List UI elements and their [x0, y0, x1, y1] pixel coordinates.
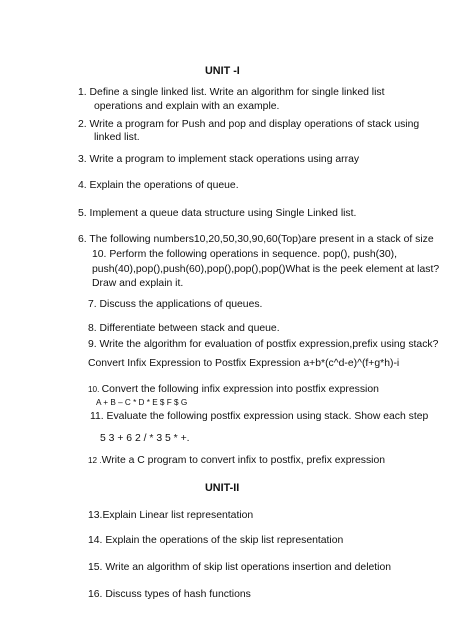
question-14: 14. Explain the operations of the skip list representation	[88, 535, 344, 546]
question-12	[88, 454, 385, 467]
question-7: 7. Discuss the applications of queues.	[88, 299, 263, 310]
question-4: 4. Explain the operations of queue.	[78, 180, 239, 191]
unit-2-heading: UNIT-II	[205, 482, 240, 494]
question-2-line-1: 2. Write a program for Push and pop and display operations of stack using	[78, 119, 420, 130]
question-2-line-2: linked list.	[94, 132, 140, 143]
question-8: 8. Differentiate between stack and queue.	[88, 323, 280, 334]
question-9b: Convert Infix Expression to Postfix Expression a+b*(c^d-e)^(f+g*h)-i	[88, 358, 400, 369]
question-1-line-1: 1. Define a single linked list. Write an algorithm for single linked list	[78, 87, 385, 98]
question-1-line-2: operations and explain with an example.	[94, 101, 280, 112]
unit-1-heading: UNIT -I	[205, 65, 240, 77]
question-11-expression: 5 3 + 6 2 / * 3 5 * +.	[100, 433, 190, 444]
question-10b-number: 10.	[88, 385, 102, 394]
question-11: 11. Evaluate the following postfix expression using stack. Show each step	[90, 411, 429, 422]
question-6: 6. The following numbers10,20,50,30,90,60(Top)are present in a stack of size	[78, 234, 434, 245]
question-10b-text: Convert the following infix expression into postfix expression	[101, 384, 379, 395]
question-10b	[88, 383, 379, 396]
question-12-text: Write a C program to convert infix to postfix, prefix expression	[101, 455, 386, 466]
question-13: 13.Explain Linear list representation	[88, 510, 254, 521]
question-10a-line-3: Draw and explain it.	[92, 278, 184, 289]
question-5: 5. Implement a queue data structure using Single Linked list.	[78, 208, 357, 219]
question-9: 9. Write the algorithm for evaluation of postfix expression,prefix using stack?	[88, 339, 439, 350]
question-10b-expression: A + B – C * D * E $ F $ G	[96, 398, 188, 407]
question-3: 3. Write a program to implement stack operations using array	[78, 154, 360, 165]
question-10a-line-2: push(40),pop(),push(60),pop(),pop(),pop()What is the peek element at last?	[92, 264, 440, 275]
question-16: 16. Discuss types of hash functions	[88, 589, 251, 600]
question-15: 15. Write an algorithm of skip list operations insertion and deletion	[88, 562, 392, 573]
question-10a-line-1: 10. Perform the following operations in sequence. pop(), push(30),	[92, 249, 397, 260]
question-12-number: 12 .	[88, 456, 102, 465]
